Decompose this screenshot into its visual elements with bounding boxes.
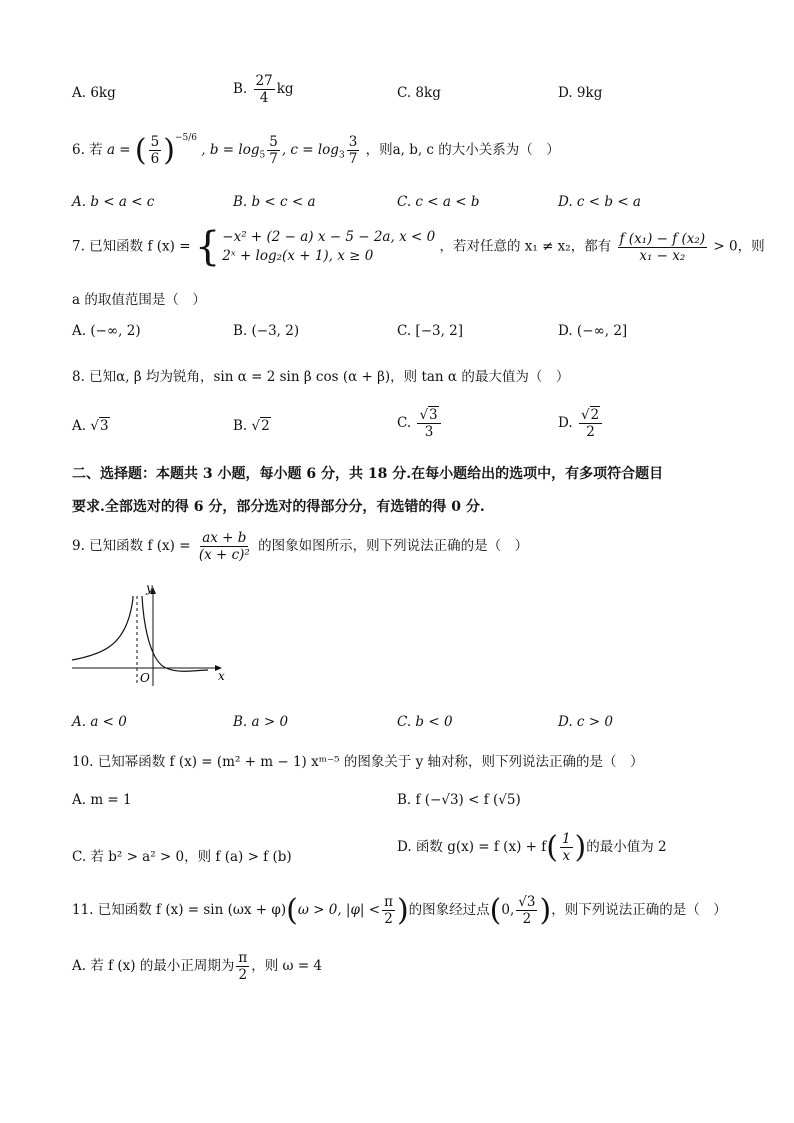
q5-option-b-unit: kg bbox=[276, 81, 294, 97]
q6-option-d[interactable]: D. c < b < a bbox=[558, 194, 641, 210]
q5-option-b[interactable] bbox=[233, 73, 294, 106]
q6-stem: 6. 若 a = ( $\frac{5}{6}$ )$^{-5/6}$ , $b = \log_5$ $\frac{5}{7}$ , $c = \log_3$ $\frac{3}{7}$ ，则a, b, c 的大小关系为（ ） bbox=[72, 133, 560, 168]
q7-option-b[interactable]: B. (−3, 2) bbox=[233, 323, 300, 339]
q7-option-c[interactable]: C. [−3, 2] bbox=[397, 323, 464, 339]
q10-stem: 10. 已知幂函数 f (x) = (m² + m − 1) xᵐ⁻⁵ 的图象关于 y 轴对称，则下列说法正确的是（ ） bbox=[72, 754, 644, 770]
curve-left-branch bbox=[72, 596, 133, 660]
q9-option-a[interactable]: A. a < 0 bbox=[72, 714, 127, 730]
q7-piecewise: −x² + (2 − a) x − 5 − 2a, x < 0 2ˣ + log₂(x + 1), x ≥ 0 bbox=[222, 229, 436, 264]
q5-option-b-fraction: $\frac{27}{4}$ bbox=[255, 73, 273, 106]
q9-fraction: $\frac{ax + b}{\text{(x + c)²}}$ bbox=[198, 530, 250, 563]
q9-option-b[interactable]: B. a > 0 bbox=[233, 714, 289, 730]
q8-option-c[interactable]: C. $\frac{√3}{3}$ bbox=[397, 407, 443, 440]
q6-option-b[interactable]: B. b < c < a bbox=[233, 194, 316, 210]
q6-exponent: −5/6 bbox=[174, 133, 197, 143]
q5-option-a[interactable]: A. 6kg bbox=[72, 85, 116, 101]
q11-stem: 11. 已知函数 f (x) = sin (ωx + φ)(ω > 0, |φ| < $\frac{\pi}{2}$ )的图象经过点(0, $\frac{√3}{2}$ )，则下列说法正确的是（ ） bbox=[72, 893, 727, 928]
q7-option-d[interactable]: D. (−∞, 2] bbox=[558, 323, 628, 339]
y-axis-label: y bbox=[146, 582, 153, 595]
q7-stem-line2: a 的取值范围是（ ） bbox=[72, 292, 206, 308]
q9-function-graph bbox=[70, 582, 230, 688]
origin-label: O bbox=[140, 671, 150, 685]
q8-stem: 8. 已知α, β 均为锐角，sin α = 2 sin β cos (α + β)，则 tan α 的最大值为（ ） bbox=[72, 369, 570, 385]
q9-option-d[interactable]: D. c > 0 bbox=[558, 714, 613, 730]
q10-option-b[interactable]: B. f (−√3) < f (√5) bbox=[397, 792, 521, 808]
q6-option-a[interactable]: A. b < a < c bbox=[72, 194, 155, 210]
q5-option-b-label: B. bbox=[233, 81, 248, 97]
q5-option-d[interactable]: D. 9kg bbox=[558, 85, 603, 101]
q9-stem: 9. 已知函数 f (x) = $\frac{ax + b}{\text{(x + c)²}}$ 的图象如图所示，则下列说法正确的是（ ） bbox=[72, 530, 529, 563]
q7-option-a[interactable]: A. (−∞, 2) bbox=[72, 323, 141, 339]
x-axis-label: x bbox=[218, 669, 225, 683]
q7-stem: 7. 已知函数 f (x) = { −x² + (2 − a) x − 5 − 2a, x < 0 2ˣ + log₂(x + 1), x ≥ 0 ，若对任意的 x₁ ≠ x₂，都有 $\frac{\text{f (x₁) − f (x₂)}}{\text{x₁ − x₂}}$ > 0，则 bbox=[72, 224, 765, 270]
q9-option-c[interactable]: C. b < 0 bbox=[397, 714, 453, 730]
q6-option-c[interactable]: C. c < a < b bbox=[397, 194, 480, 210]
q10-option-a[interactable]: A. m = 1 bbox=[72, 792, 132, 808]
q6-base-fraction: $\frac{5}{6}$ bbox=[150, 134, 160, 167]
q8-option-b[interactable]: B. √2 bbox=[233, 418, 270, 434]
q5-option-c[interactable]: C. 8kg bbox=[397, 85, 441, 101]
q10-option-d[interactable]: D. 函数 g(x) = f (x) + f( $\frac{1}{x}$ )的最小值为 2 bbox=[397, 830, 667, 865]
q8-option-a[interactable]: A. √3 bbox=[72, 418, 109, 434]
q7-fraction: $\frac{\text{f (x₁) − f (x₂)}}{\text{x₁ − x₂}}$ bbox=[619, 230, 706, 264]
q8-option-d[interactable]: D. $\frac{√2}{2}$ bbox=[558, 407, 604, 440]
section-2-heading-line1: 二、选择题：本题共 3 小题，每小题 6 分，共 18 分.在每小题给出的选项中，有多项符合题目 bbox=[72, 466, 664, 482]
curve-right-branch bbox=[142, 596, 208, 671]
q11-option-a[interactable]: A. 若 f (x) 的最小正周期为 $\frac{\pi}{2}$ ，则 ω = 4 bbox=[72, 950, 323, 983]
section-2-heading-line2: 要求.全部选对的得 6 分，部分选对的得部分分，有选错的得 0 分. bbox=[72, 499, 485, 515]
q10-option-c[interactable]: C. 若 b² > a² > 0，则 f (a) > f (b) bbox=[72, 849, 292, 865]
